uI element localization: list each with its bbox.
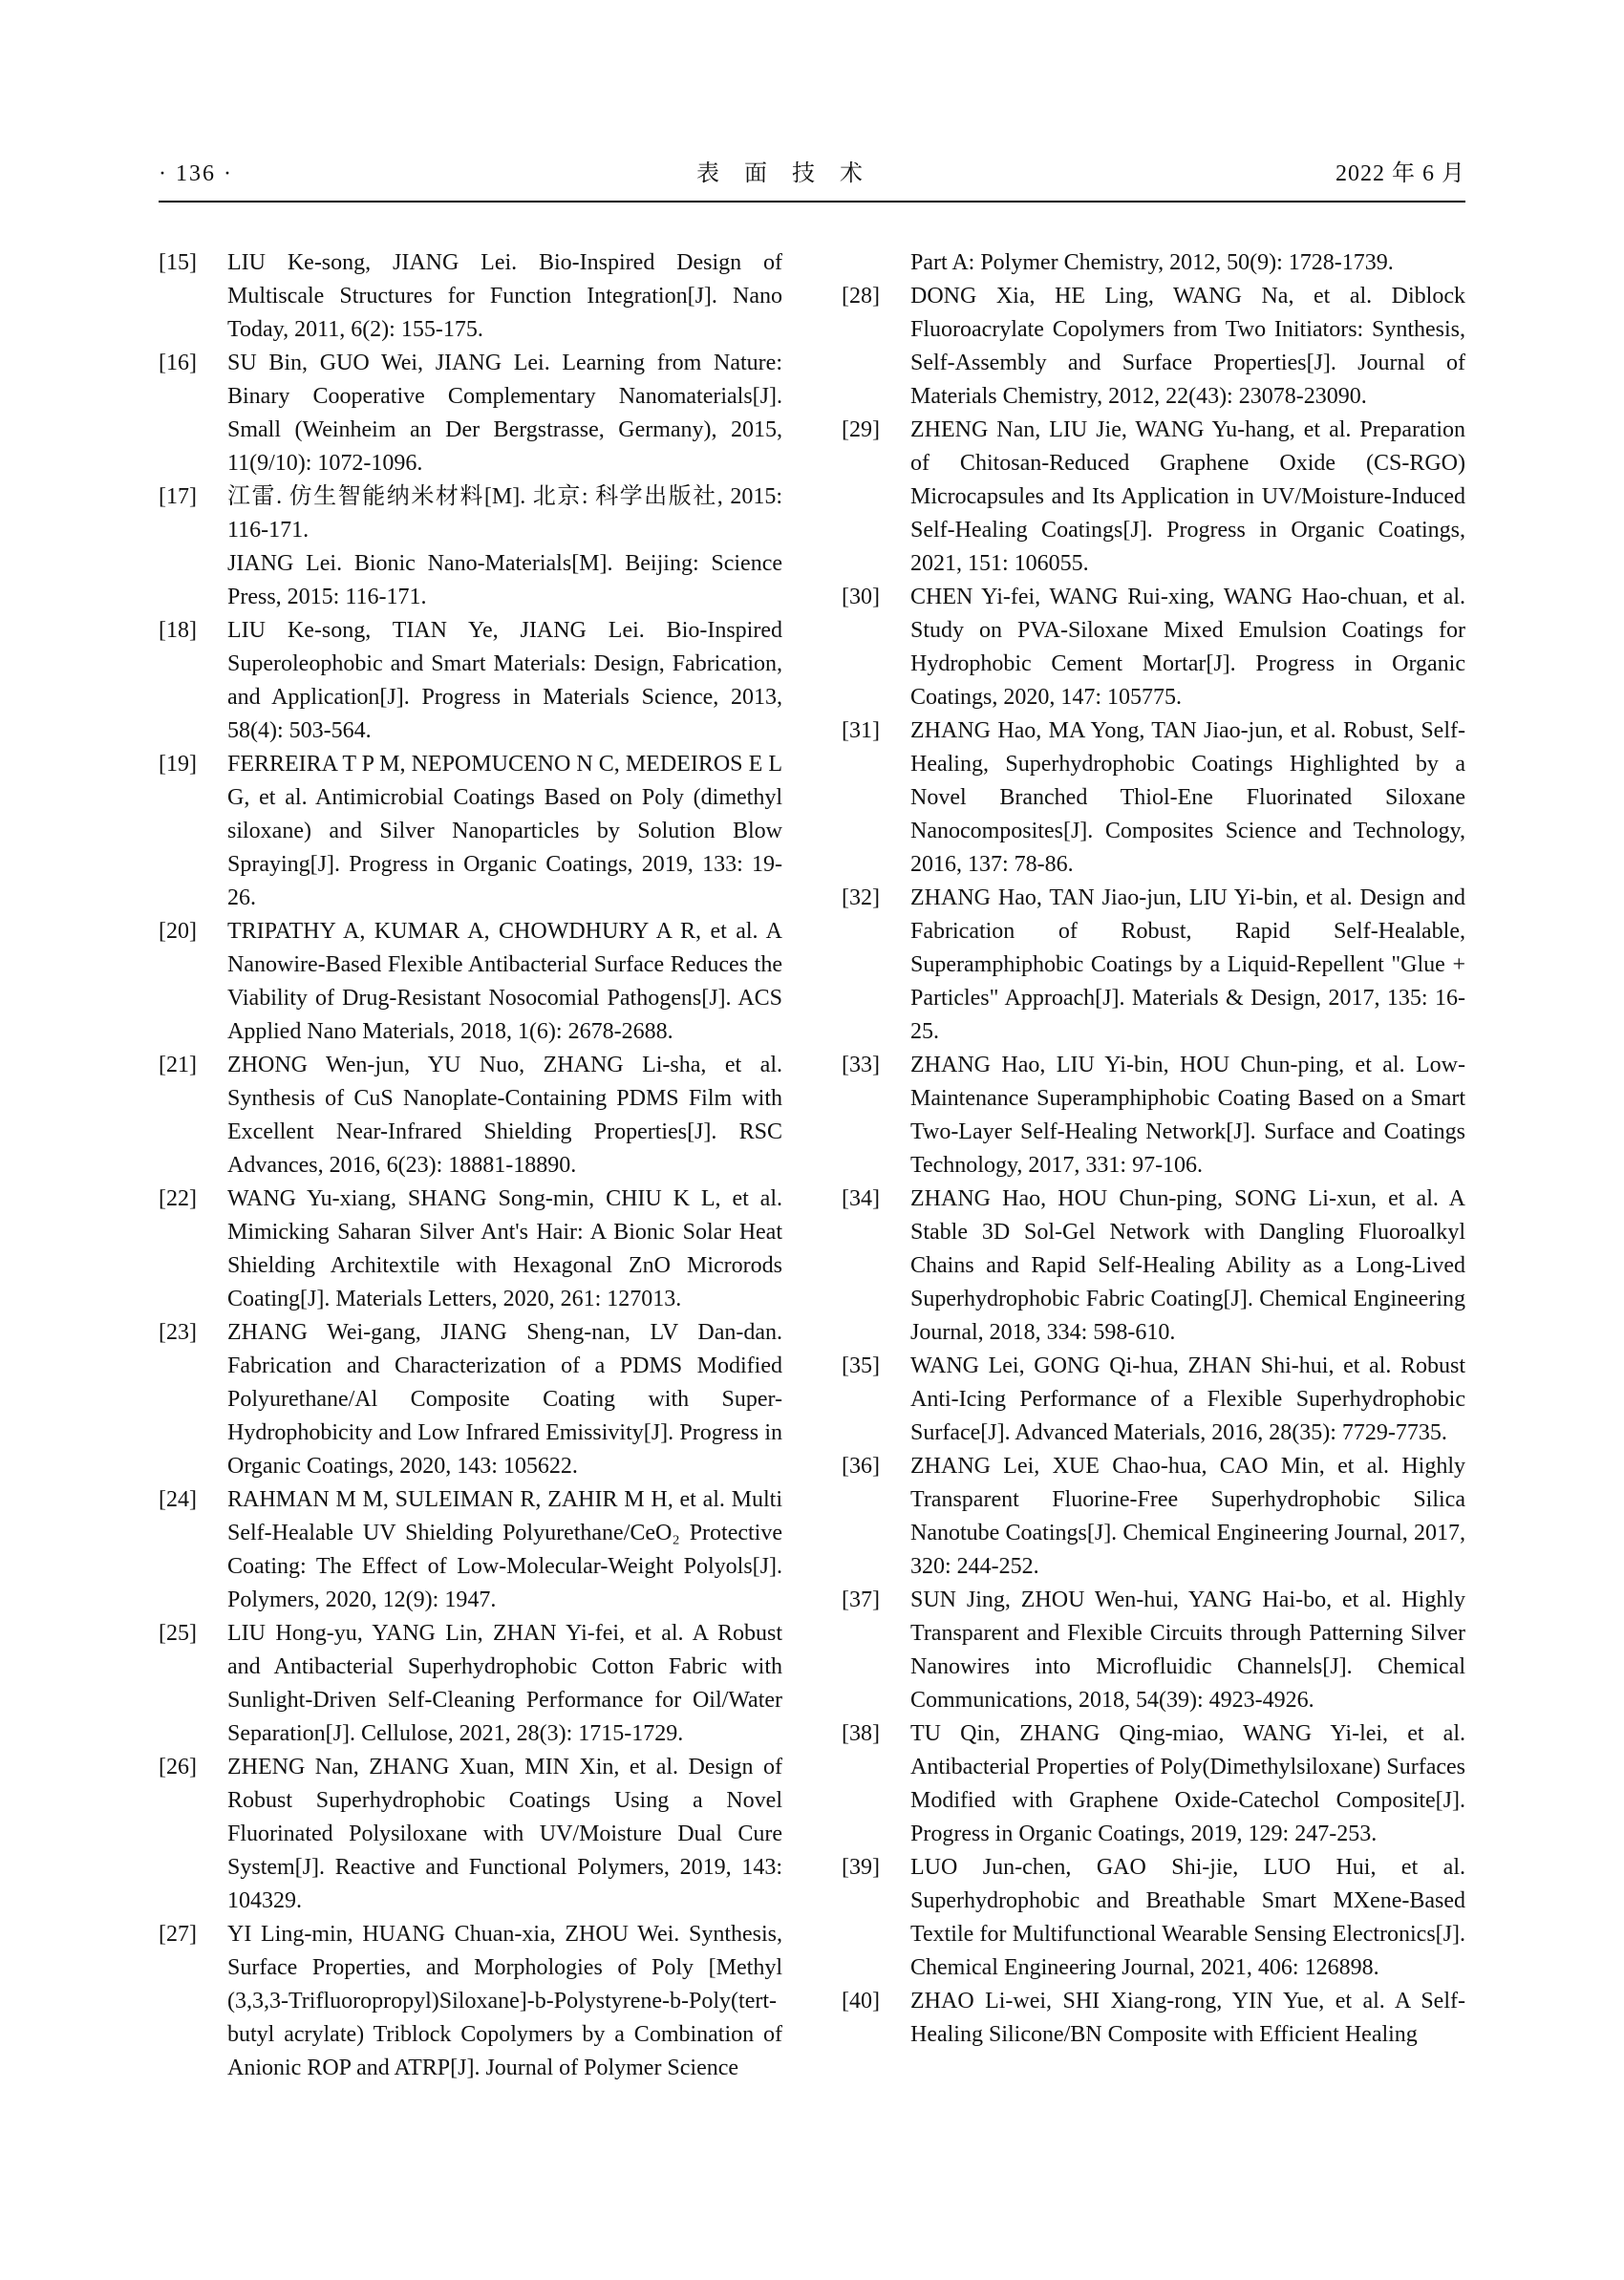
reference-item [159,614,782,748]
reference-number: [35] [842,1353,880,1378]
reference-number: [25] [159,1621,197,1646]
reference-text: CHEN Yi-fei, WANG Rui-xing, WANG Hao-chuan, et al. Study on PVA-Siloxane Mixed Emulsion Coatings for Hydrophobic Cement Mortar[J]. Progress in Organic Coatings, 2020, 147: 105775. [910,585,1465,710]
reference-text: ZHANG Hao, MA Yong, TAN Jiao-jun, et al. Robust, Self-Healing, Superhydrophobic Coatings Highlighted by a Novel Branched Thiol-Ene Fluorinated Siloxane Nanocomposites[J]. Composites Science and Technology, 2016, 137: 78-86. [910,718,1465,877]
reference-item [842,1584,1465,1717]
reference-number: [40] [842,1989,880,2014]
reference-item [842,1717,1465,1851]
reference-text: WANG Yu-xiang, SHANG Song-min, CHIU K L, et al. Mimicking Saharan Silver Ant's Hair: A Bionic Solar Heat Shielding Architextile with Hexagonal ZnO Microrods Coating[J]. Materials Letters, 2020, 261: 127013. [227,1186,782,1311]
reference-number: [36] [842,1454,880,1479]
reference-number: [39] [842,1855,880,1880]
reference-item [842,1985,1465,2052]
reference-text: LUO Jun-chen, GAO Shi-jie, LUO Hui, et al. Superhydrophobic and Breathable Smart MXene-Based Textile for Multifunctional Wearable Sensing Electronics[J]. Chemical Engineering Journal, 2021, 406: 126898. [910,1855,1465,1980]
reference-number: [28] [842,284,880,309]
reference-item [842,414,1465,581]
reference-item [842,882,1465,1049]
reference-item [842,1450,1465,1584]
reference-item [159,915,782,1049]
journal-title: 表 面 技 术 [695,161,872,186]
page-header [159,160,1465,187]
reference-number: [30] [842,585,880,609]
reference-item [159,1049,782,1183]
reference-text: ZHENG Nan, ZHANG Xuan, MIN Xin, et al. Design of Robust Superhydrophobic Coatings Using a Novel Fluorinated Polysiloxane with UV/Moisture Dual Cure System[J]. Reactive and Functional Polymers, 2019, 143: 104329. [227,1755,782,1913]
reference-item [159,246,782,347]
reference-text: RAHMAN M M, SULEIMAN R, ZAHIR M H, et al. Multi Self-Healable UV Shielding Polyurethane/CeO₂ Protective Coating: The Effect of Low-Molecular-Weight Polyols[J]. Polymers, 2020, 12(9): 1947. [227,1487,782,1612]
reference-number: [21] [159,1053,197,1077]
reference-number: [18] [159,618,197,643]
reference-number: [19] [159,752,197,777]
reference-number: [20] [159,919,197,944]
reference-text: TRIPATHY A, KUMAR A, CHOWDHURY A R, et al. A Nanowire-Based Flexible Antibacterial Surface Reduces the Viability of Drug-Resistant Nosocomial Pathogens[J]. ACS Applied Nano Materials, 2018, 1(6): 2678-2688. [227,919,782,1044]
reference-number: [33] [842,1053,880,1077]
issue-date: 2022 年 6 月 [1335,161,1465,186]
reference-item [842,280,1465,414]
reference-item [159,1483,782,1617]
reference-text: ZHANG Lei, XUE Chao-hua, CAO Min, et al. Highly Transparent Fluorine-Free Superhydrophobic Silica Nanotube Coatings[J]. Chemical Engineering Journal, 2017, 320: 244-252. [910,1454,1465,1579]
reference-item [159,1617,782,1751]
reference-item [842,1183,1465,1350]
reference-number: [15] [159,250,197,275]
reference-item [159,1751,782,1918]
reference-text: TU Qin, ZHANG Qing-miao, WANG Yi-lei, et al. Antibacterial Properties of Poly(Dimethylsiloxane) Surfaces Modified with Graphene Oxide-Catechol Composite[J]. Progress in Organic Coatings, 2019, 129: 247-253. [910,1721,1465,1846]
reference-text: LIU Ke-song, JIANG Lei. Bio-Inspired Design of Multiscale Structures for Function Integration[J]. Nano Today, 2011, 6(2): 155-175. [227,250,782,342]
reference-number: [37] [842,1587,880,1612]
header-rule [159,201,1465,202]
reference-item [842,246,1465,280]
references-left-column [159,246,782,2085]
reference-number: [27] [159,1922,197,1947]
reference-item [842,1049,1465,1183]
reference-text: ZHANG Wei-gang, JIANG Sheng-nan, LV Dan-dan. Fabrication and Characterization of a PDMS Modified Polyurethane/Al Composite Coating with Super-Hydrophobicity and Low Infrared Emissivity[J]. Progress in Organic Coatings, 2020, 143: 105622. [227,1320,782,1479]
reference-item [842,714,1465,882]
reference-text: 江雷. 仿生智能纳米材料[M]. 北京: 科学出版社, 2015: 116-171. [227,484,782,543]
reference-number: [32] [842,885,880,910]
reference-text: DONG Xia, HE Ling, WANG Na, et al. Diblock Fluoroacrylate Copolymers from Two Initiators: Synthesis, Self-Assembly and Surface Properties[J]. Journal of Materials Chemistry, 2012, 22(43): 23078-23090. [910,284,1465,409]
references-section [159,246,1465,2085]
reference-text: LIU Hong-yu, YANG Lin, ZHAN Yi-fei, et al. A Robust and Antibacterial Superhydrophobic Cotton Fabric with Sunlight-Driven Self-Cleaning Performance for Oil/Water Separation[J]. Cellulose, 2021, 28(3): 1715-1729. [227,1621,782,1746]
reference-item [159,748,782,915]
reference-item [159,480,782,547]
reference-text: ZHANG Hao, HOU Chun-ping, SONG Li-xun, et al. A Stable 3D Sol-Gel Network with Dangling Fluoroalkyl Chains and Rapid Self-Healing Ability as a Long-Lived Superhydrophobic Fabric Coating[J]. Chemical Engineering Journal, 2018, 334: 598-610. [910,1186,1465,1345]
reference-text: LIU Ke-song, TIAN Ye, JIANG Lei. Bio-Inspired Superoleophobic and Smart Materials: Design, Fabrication, and Application[J]. Progress in Materials Science, 2013, 58(4): 503-564. [227,618,782,743]
reference-item [159,1918,782,2085]
reference-number: [17] [159,484,197,509]
reference-number: [29] [842,417,880,442]
reference-item [842,1851,1465,1985]
reference-text: SU Bin, GUO Wei, JIANG Lei. Learning from Nature: Binary Cooperative Complementary Nanomaterials[J]. Small (Weinheim an Der Bergstrasse, Germany), 2015, 11(9/10): 1072-1096. [227,351,782,476]
reference-item [159,1183,782,1316]
reference-text: ZHANG Hao, LIU Yi-bin, HOU Chun-ping, et al. Low-Maintenance Superamphiphobic Coating Based on a Smart Two-Layer Self-Healing Network[J]. Surface and Coatings Technology, 2017, 331: 97-106. [910,1053,1465,1178]
references-right-column [842,246,1465,2085]
reference-number: [38] [842,1721,880,1746]
reference-number: [26] [159,1755,197,1779]
reference-number: [34] [842,1186,880,1211]
reference-text: ZHONG Wen-jun, YU Nuo, ZHANG Li-sha, et al. Synthesis of CuS Nanoplate-Containing PDMS Film with Excellent Near-Infrared Shielding Properties[J]. RSC Advances, 2016, 6(23): 18881-18890. [227,1053,782,1178]
reference-text: YI Ling-min, HUANG Chuan-xia, ZHOU Wei. Synthesis, Surface Properties, and Morphologies of Poly [Methyl (3,3,3-Trifluoropropyl)Siloxane]-b-Polystyrene-b-Poly(tert-butyl acrylate) Triblock Copolymers by a Combination of Anionic ROP and ATRP[J]. Journal of Polymer Science [227,1922,782,2080]
reference-item [159,547,782,614]
reference-text: Part A: Polymer Chemistry, 2012, 50(9): 1728-1739. [910,250,1394,275]
reference-text: FERREIRA T P M, NEPOMUCENO N C, MEDEIROS E L G, et al. Antimicrobial Coatings Based on Poly (dimethyl siloxane) and Silver Nanoparticles by Solution Blow Spraying[J]. Progress in Organic Coatings, 2019, 133: 19-26. [227,752,782,910]
reference-text: WANG Lei, GONG Qi-hua, ZHAN Shi-hui, et al. Robust Anti-Icing Performance of a Flexible Superhydrophobic Surface[J]. Advanced Materials, 2016, 28(35): 7729-7735. [910,1353,1465,1445]
reference-item [159,347,782,480]
reference-number: [16] [159,351,197,375]
reference-number: [23] [159,1320,197,1345]
reference-text: ZHAO Li-wei, SHI Xiang-rong, YIN Yue, et al. A Self-Healing Silicone/BN Composite with Efficient Healing [910,1989,1465,2047]
reference-item [842,1350,1465,1450]
reference-number: [31] [842,718,880,743]
reference-text: ZHENG Nan, LIU Jie, WANG Yu-hang, et al. Preparation of Chitosan-Reduced Graphene Oxide (CS-RGO) Microcapsules and Its Application in UV/Moisture-Induced Self-Healing Coatings[J]. Progress in Organic Coatings, 2021, 151: 106055. [910,417,1465,576]
reference-number: [22] [159,1186,197,1211]
page-number: · 136 · [159,161,233,186]
reference-text: SUN Jing, ZHOU Wen-hui, YANG Hai-bo, et al. Highly Transparent and Flexible Circuits through Patterning Silver Nanowires into Microfluidic Channels[J]. Chemical Communications, 2018, 54(39): 4923-4926. [910,1587,1465,1713]
reference-item [842,581,1465,714]
reference-item [159,1316,782,1483]
reference-text: JIANG Lei. Bionic Nano-Materials[M]. Beijing: Science Press, 2015: 116-171. [227,551,782,609]
reference-number: [24] [159,1487,197,1512]
reference-text: ZHANG Hao, TAN Jiao-jun, LIU Yi-bin, et al. Design and Fabrication of Robust, Rapid Self-Healable, Superamphiphobic Coatings by a Liquid-Repellent "Glue + Particles" Approach[J]. Materials & Design, 2017, 135: 16-25. [910,885,1465,1044]
